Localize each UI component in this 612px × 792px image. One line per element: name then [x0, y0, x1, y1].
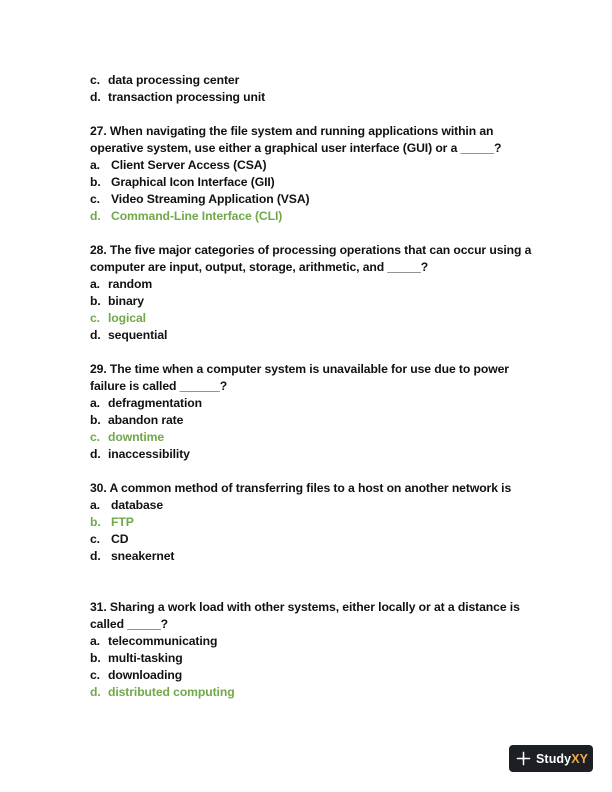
option-text: inaccessibility — [108, 447, 190, 461]
option-text: CD — [111, 532, 129, 546]
option-marker: d. — [90, 328, 101, 342]
option-text: random — [108, 277, 153, 291]
option-marker: d. — [90, 447, 101, 461]
option-b — [90, 412, 560, 429]
option-c — [90, 667, 560, 684]
option-marker: c. — [90, 192, 100, 206]
question-text: 30. A common method of transferring files to a host on another network is — [90, 481, 512, 495]
option-b — [90, 650, 560, 667]
option-text: downtime — [108, 430, 165, 444]
option-text: Video Streaming Application (VSA) — [111, 192, 310, 206]
option-text: transaction processing unit — [108, 90, 266, 104]
option-marker: a. — [90, 498, 100, 512]
question-text: 28. The five major categories of processing operations that can occur using a — [90, 243, 532, 257]
document-page — [90, 72, 560, 701]
correct-option-c — [90, 429, 560, 446]
question-31 — [90, 599, 560, 701]
option-marker: c. — [90, 430, 100, 444]
option-text: Command-Line Interface (CLI) — [111, 209, 283, 223]
option-c — [90, 531, 560, 548]
option-a — [90, 497, 560, 514]
option-marker: a. — [90, 634, 100, 648]
option-c — [90, 191, 560, 208]
option-b — [90, 293, 560, 310]
plus-icon — [516, 751, 531, 766]
question-28 — [90, 242, 560, 344]
option-text: binary — [108, 294, 144, 308]
option-marker: d. — [90, 549, 101, 563]
option-marker: a. — [90, 396, 100, 410]
correct-option-b — [90, 514, 560, 531]
correct-option-d — [90, 684, 560, 701]
brand-main: Study — [536, 751, 572, 766]
option-marker: d. — [90, 685, 101, 699]
option-marker: b. — [90, 294, 101, 308]
option-marker: c. — [90, 311, 100, 325]
option-text: sneakernet — [111, 549, 175, 563]
option-text: downloading — [108, 668, 183, 682]
option-b — [90, 174, 560, 191]
option-text: abandon rate — [108, 413, 184, 427]
brand-name — [536, 752, 588, 766]
option-text: distributed computing — [108, 685, 235, 699]
question-30 — [90, 480, 560, 565]
option-a — [90, 276, 560, 293]
option-a — [90, 633, 560, 650]
option-text: database — [111, 498, 164, 512]
option-c — [90, 72, 560, 89]
question-text: operative system, use either a graphical user interface (GUI) or a _____? — [90, 141, 502, 155]
option-d — [90, 327, 560, 344]
question-text: 31. Sharing a work load with other systems, either locally or at a distance is — [90, 600, 520, 614]
option-marker: c. — [90, 73, 100, 87]
option-marker: a. — [90, 277, 100, 291]
option-text: sequential — [108, 328, 168, 342]
option-marker: b. — [90, 515, 101, 529]
option-text: defragmentation — [108, 396, 202, 410]
option-a — [90, 157, 560, 174]
question-29 — [90, 361, 560, 463]
question-27 — [90, 123, 560, 225]
option-text: logical — [108, 311, 146, 325]
option-a — [90, 395, 560, 412]
option-marker: a. — [90, 158, 100, 172]
option-text: FTP — [111, 515, 134, 529]
option-d — [90, 446, 560, 463]
option-d — [90, 89, 560, 106]
option-text: Client Server Access (CSA) — [111, 158, 267, 172]
question-text: 29. The time when a computer system is unavailable for use due to power — [90, 362, 509, 376]
option-marker: c. — [90, 532, 100, 546]
option-marker: d. — [90, 209, 101, 223]
option-d — [90, 548, 560, 565]
option-marker: c. — [90, 668, 100, 682]
option-text: data processing center — [108, 73, 240, 87]
question-text: computer are input, output, storage, arithmetic, and _____? — [90, 260, 429, 274]
brand-accent: XY — [571, 751, 589, 766]
correct-option-c — [90, 310, 560, 327]
question-text: failure is called ______? — [90, 379, 228, 393]
studyxy-badge[interactable] — [509, 745, 593, 772]
option-marker: b. — [90, 651, 101, 665]
correct-option-d — [90, 208, 560, 225]
option-marker: b. — [90, 175, 101, 189]
option-text: multi-tasking — [108, 651, 183, 665]
option-marker: d. — [90, 90, 101, 104]
option-text: telecommunicating — [108, 634, 218, 648]
option-text: Graphical Icon Interface (GII) — [111, 175, 275, 189]
question-text: called _____? — [90, 617, 168, 631]
question-text: 27. When navigating the file system and running applications within an — [90, 124, 494, 138]
option-marker: b. — [90, 413, 101, 427]
